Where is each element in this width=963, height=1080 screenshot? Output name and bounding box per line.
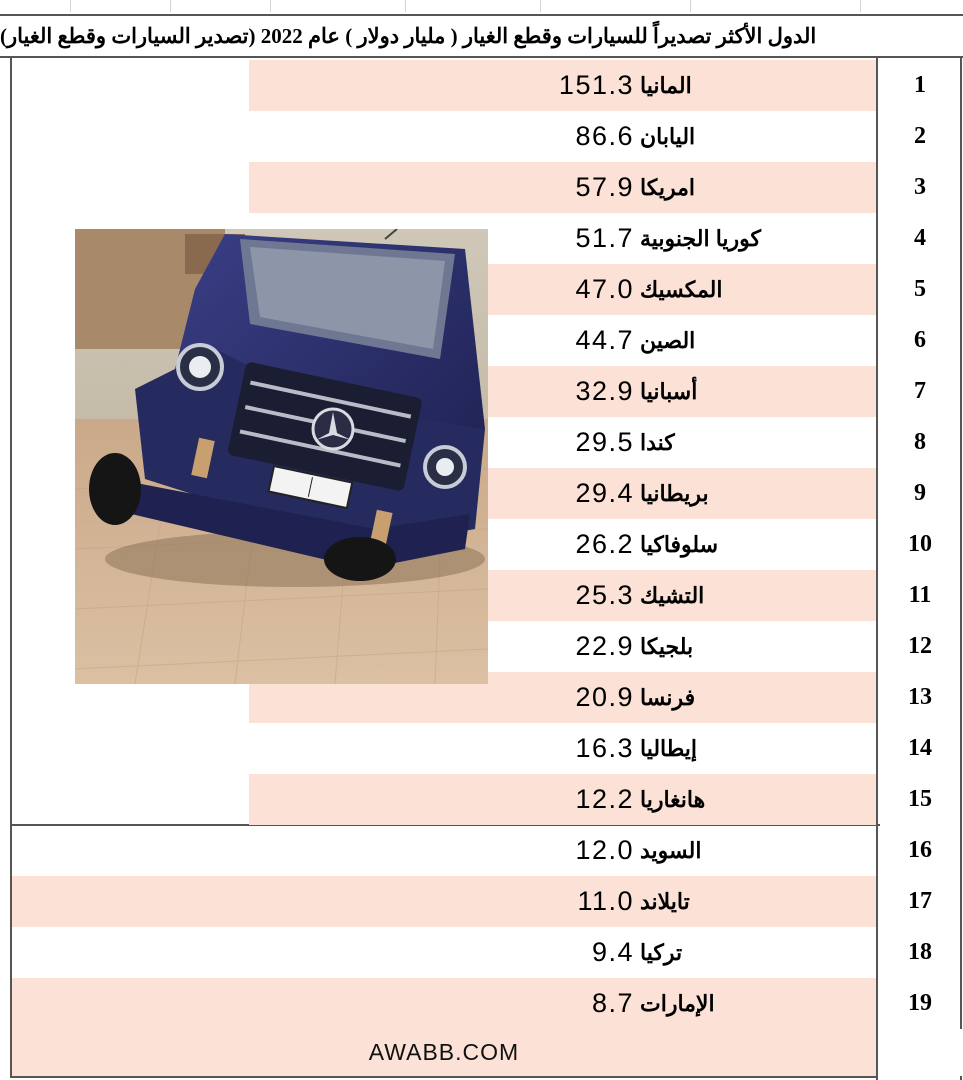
- rank-number: 17: [908, 888, 932, 914]
- country-name: الصين: [640, 327, 696, 353]
- export-value: 20.9: [575, 682, 634, 712]
- country-name: إيطاليا: [640, 735, 698, 761]
- country-name: كندا: [640, 429, 675, 455]
- country-name: سلوفاكيا: [640, 531, 719, 557]
- country-name: التشيك: [640, 582, 705, 608]
- rank-number: 4: [914, 225, 926, 251]
- export-value: 9.4: [591, 937, 634, 967]
- rank-number: 7: [914, 378, 926, 404]
- country-name: السويد: [640, 837, 702, 863]
- country-name: بريطانيا: [640, 480, 709, 506]
- spreadsheet-gridlines: [0, 0, 963, 12]
- country-name: أسبانيا: [640, 378, 698, 404]
- rank-number: 13: [908, 684, 932, 710]
- country-name: الإمارات: [640, 990, 715, 1016]
- table-row: [0, 723, 963, 774]
- export-value: 57.9: [575, 172, 634, 202]
- rank-number: 10: [908, 531, 932, 557]
- rank-number: 6: [914, 327, 926, 353]
- table-row: [0, 825, 963, 876]
- export-value: 29.5: [575, 427, 634, 457]
- export-value: 12.2: [575, 784, 634, 814]
- rank-number: 8: [914, 429, 926, 455]
- table-row: [0, 162, 963, 213]
- country-name: هانغاريا: [640, 786, 706, 812]
- rank-number: 2: [914, 123, 926, 149]
- country-name: بلجيكا: [640, 633, 694, 659]
- rank-number: 15: [908, 786, 932, 812]
- export-value: 32.9: [575, 376, 634, 406]
- table-row: [0, 774, 963, 825]
- country-name: فرنسا: [640, 684, 696, 710]
- country-name: امريكا: [640, 174, 696, 200]
- rank-number: 1: [914, 72, 926, 98]
- export-value: 22.9: [575, 631, 634, 661]
- country-name: المكسيك: [640, 276, 723, 302]
- export-value: 151.3: [558, 70, 634, 100]
- country-name: تركيا: [640, 939, 683, 965]
- export-value: 12.0: [575, 835, 634, 865]
- rank-number: 3: [914, 174, 926, 200]
- country-name: كوريا الجنوبية: [640, 225, 761, 251]
- export-value: 11.0: [577, 886, 634, 916]
- table-row: [0, 111, 963, 162]
- table-row: [0, 978, 963, 1029]
- table-row: [0, 876, 963, 927]
- rank-number: 14: [908, 735, 932, 761]
- country-name: اليابان: [640, 123, 696, 149]
- rank-number: 5: [914, 276, 926, 302]
- country-name: تايلاند: [640, 888, 690, 914]
- export-value: 16.3: [575, 733, 634, 763]
- export-value: 47.0: [575, 274, 634, 304]
- footer-watermark: AWABB.COM: [12, 1029, 876, 1076]
- rank-number: 19: [908, 990, 932, 1016]
- rank-number: 12: [908, 633, 932, 659]
- table-title: الدول الأكثر تصديراً للسيارات وقطع الغيار ( مليار دولار ) عام 2022 (تصدير السيارات وقطع الغيار): [0, 14, 963, 58]
- export-value: 51.7: [575, 223, 634, 253]
- table-row: [0, 927, 963, 978]
- rank-number: 11: [908, 582, 932, 608]
- export-value: 26.2: [575, 529, 634, 559]
- mercedes-g-class-photo: [75, 229, 488, 684]
- table-row: [0, 60, 963, 111]
- rank-number: 16: [908, 837, 932, 863]
- footer-empty-cell: [880, 1029, 963, 1076]
- rank-number: 18: [908, 939, 932, 965]
- country-name: المانيا: [640, 72, 692, 98]
- export-value: 25.3: [575, 580, 634, 610]
- export-value: 86.6: [575, 121, 634, 151]
- rank-number: 9: [914, 480, 926, 506]
- export-value: 8.7: [591, 988, 634, 1018]
- export-value: 44.7: [575, 325, 634, 355]
- export-value: 29.4: [575, 478, 634, 508]
